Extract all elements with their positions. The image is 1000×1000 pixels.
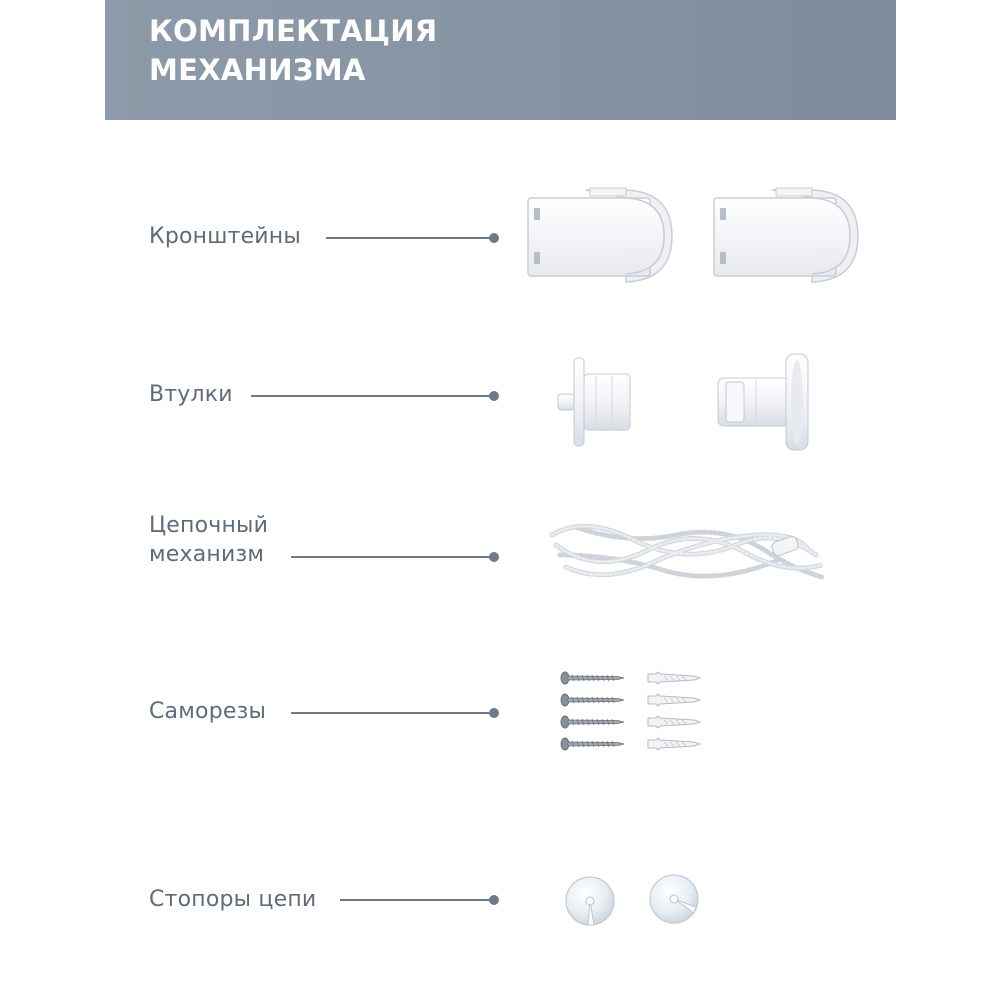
stopper-left xyxy=(566,877,614,925)
page-title: КОМПЛЕКТАЦИЯ МЕХАНИЗМА xyxy=(149,14,438,87)
bushing-pair-image xyxy=(556,352,841,452)
stopper-right xyxy=(650,875,698,923)
leader-line xyxy=(291,556,494,558)
screws-and-dowels-image xyxy=(560,668,705,756)
leader-dot xyxy=(489,552,499,562)
leader-dot xyxy=(489,233,499,243)
dowel-set xyxy=(648,672,700,750)
leader-dot xyxy=(489,708,499,718)
component-label: Кронштейны xyxy=(149,224,301,249)
leader-dot xyxy=(489,391,499,401)
header-banner xyxy=(105,0,896,120)
bracket-left xyxy=(528,188,672,282)
component-label: Саморезы xyxy=(149,699,267,724)
leader-line xyxy=(251,395,494,397)
bushing-right xyxy=(718,354,808,450)
leader-dot xyxy=(489,895,499,905)
leader-line xyxy=(326,237,494,239)
leader-line xyxy=(340,899,494,901)
bead-chain-image xyxy=(546,505,828,595)
bracket-pair-image xyxy=(526,188,861,288)
chain-stoppers-image xyxy=(562,873,702,927)
leader-line xyxy=(291,712,494,714)
component-label: Втулки xyxy=(149,382,233,407)
component-label: Цепочный механизм xyxy=(149,513,269,567)
bushing-left xyxy=(558,358,630,446)
bracket-right xyxy=(714,188,858,282)
screw-set xyxy=(561,672,624,750)
component-label: Стопоры цепи xyxy=(149,887,317,912)
